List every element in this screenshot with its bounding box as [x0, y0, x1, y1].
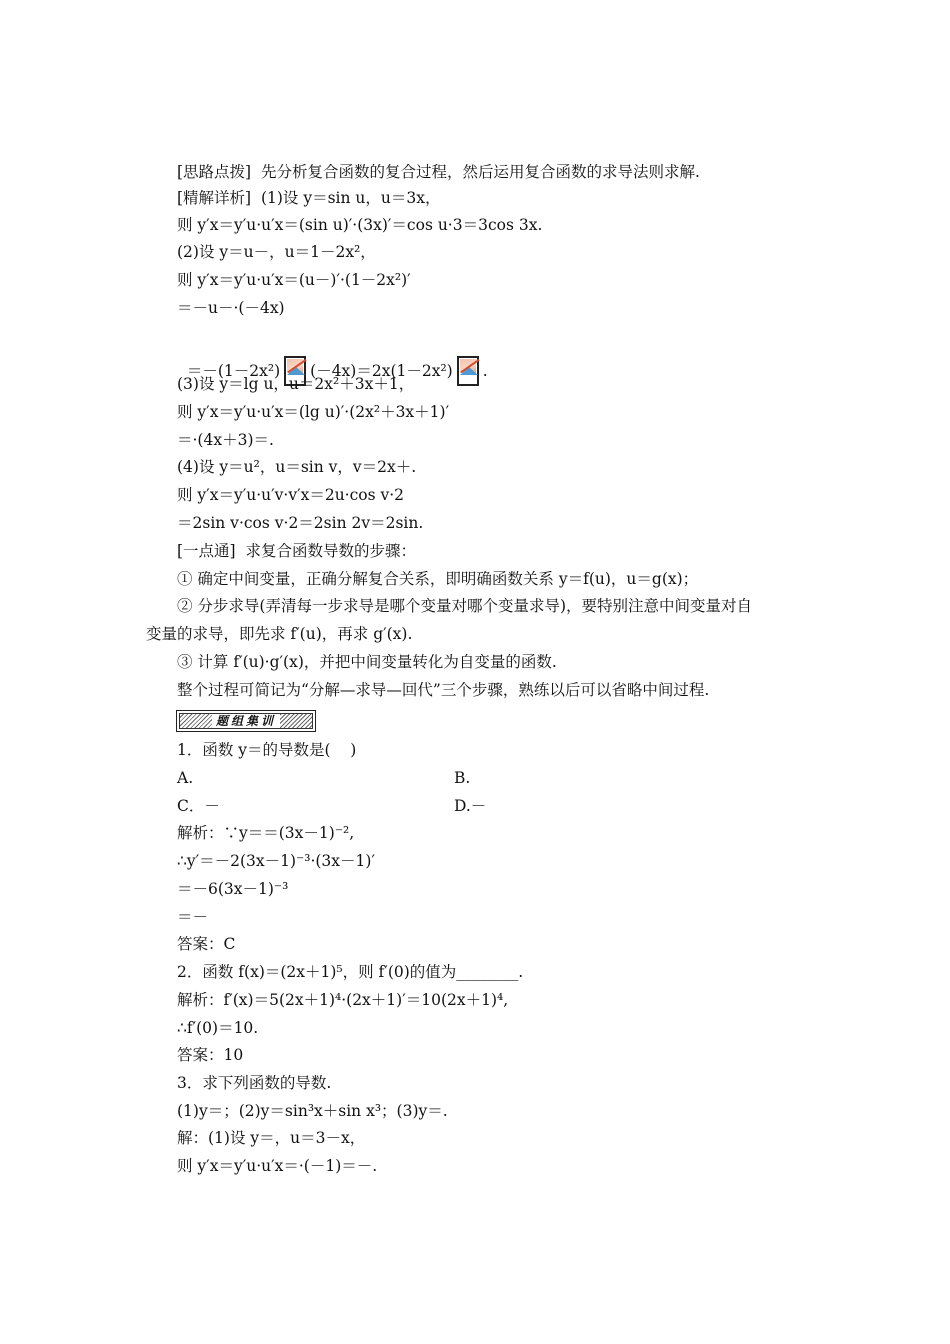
doc-line: ＝2sin v·cos v·2＝2sin 2v＝2sin. — [177, 514, 424, 532]
solution-line: ∴f′(0)＝10. — [177, 1019, 259, 1037]
question-3: 3．求下列函数的导数. — [177, 1074, 332, 1092]
question-2: 2．函数 f(x)＝(2x＋1)⁵，则 f′(0)的值为________. — [177, 963, 524, 981]
doc-line: ＝·(4x＋3)＝. — [177, 431, 274, 449]
doc-line: 整个过程可简记为“分解—求导—回代”三个步骤，熟练以后可以省略中间过程. — [177, 681, 710, 699]
doc-line: 变量的求导，即先求 f′(u)，再求 g′(x). — [146, 625, 413, 643]
solution-line: ∴y′＝－2(3x－1)⁻³·(3x－1)′ — [177, 852, 375, 870]
solution-line: ＝－ — [177, 908, 209, 926]
section-badge-label: 题组集训 — [212, 714, 280, 728]
doc-line: (4)设 y＝u²，u＝sin v，v＝2x＋. — [177, 458, 417, 476]
doc-line: [思路点拨] 先分析复合函数的复合过程，然后运用复合函数的求导法则求解. — [177, 163, 700, 181]
doc-line: (2)设 y＝u－，u＝1－2x²， — [177, 243, 376, 261]
answer-2: 答案：10 — [177, 1046, 244, 1064]
option-d: D.－ — [454, 797, 487, 815]
doc-line: [精解详析] (1)设 y＝sin u，u＝3x， — [177, 189, 441, 207]
doc-line: 则 y′x＝y′u·u′x＝(u－)′·(1－2x²)′ — [177, 271, 411, 289]
expr-part: . — [482, 362, 488, 380]
option-c: C．－ — [177, 797, 220, 815]
option-b: B. — [454, 769, 471, 787]
question-1: 1．函数 y＝的导数是( ) — [177, 741, 357, 759]
section-badge — [176, 710, 316, 732]
doc-line: 则 y′x＝y′u·u′v·v′x＝2u·cos v·2 — [177, 486, 405, 504]
solution-line: 解析：∵y＝＝(3x－1)⁻², — [177, 824, 355, 842]
question-3-items: (1)y＝；(2)y＝sin³x＋sin x³；(3)y＝. — [177, 1102, 448, 1120]
solution-line: 则 y′x＝y′u·u′x＝·(－1)＝－. — [177, 1157, 378, 1175]
broken-image-icon — [457, 356, 479, 386]
doc-line: (3)设 y＝lg u，u＝2x²＋3x＋1， — [177, 375, 415, 393]
solution-line: 解析：f′(x)＝5(2x＋1)⁴·(2x＋1)′＝10(2x＋1)⁴, — [177, 991, 509, 1009]
expr-part: ＝－(1－2x²) — [186, 362, 281, 380]
option-a: A. — [177, 769, 194, 787]
doc-line: 则 y′x＝y′u·u′x＝(lg u)′·(2x²＋3x＋1)′ — [177, 403, 450, 421]
answer-1: 答案：C — [177, 935, 236, 953]
doc-line: [一点通] 求复合函数导数的步骤： — [177, 542, 416, 560]
doc-line: ③ 计算 f′(u)·g′(x)，并把中间变量转化为自变量的函数. — [177, 653, 557, 671]
doc-line: ① 确定中间变量，正确分解复合关系，即明确函数关系 y＝f(u)，u＝g(x)； — [177, 570, 699, 588]
doc-line: ② 分步求导(弄清每一步求导是哪个变量对哪个变量求导)，要特别注意中间变量对自 — [177, 597, 753, 615]
doc-line: 则 y′x＝y′u·u′x＝(sin u)′·(3x)′＝cos u·3＝3cos 3x. — [177, 216, 543, 234]
doc-line: ＝－u－·(－4x) — [177, 299, 285, 317]
solution-line: 解：(1)设 y＝，u＝3－x， — [177, 1129, 366, 1147]
expr-part: (－4x)＝2x(1－2x²) — [310, 362, 453, 380]
solution-line: ＝－6(3x－1)⁻³ — [177, 880, 289, 898]
